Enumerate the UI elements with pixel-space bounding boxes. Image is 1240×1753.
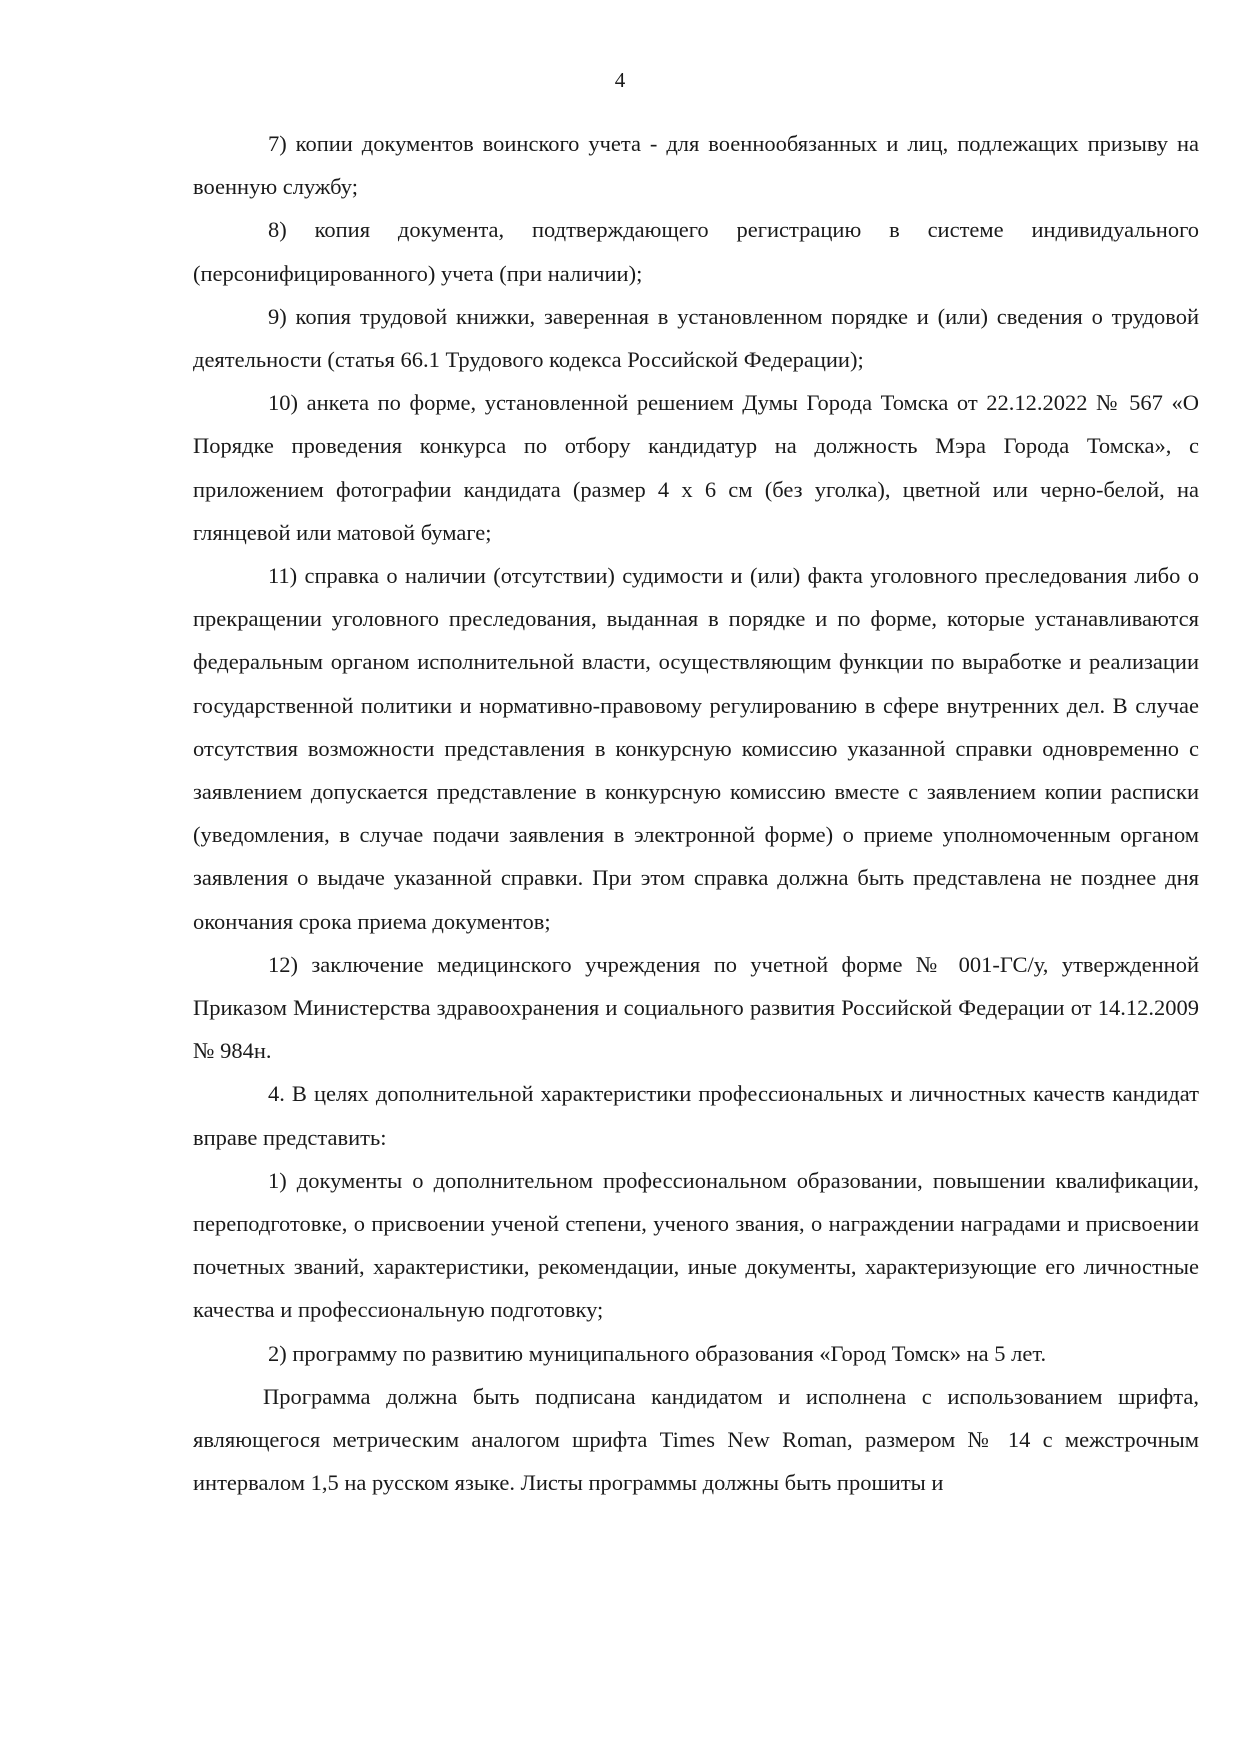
page-number: 4 [614,68,626,92]
paragraph-subitem-2: 2) программу по развитию муниципального образования «Город Томск» на 5 лет. [268,1340,1047,1366]
paragraph-item-12: 12) заключение медицинского учреждения по учетной форме № 001-ГС/у, утвержденной Приказом Министерства здравоохранения и социального развития Российской Федерации от 14.12.2009 № 984н. [193,951,1199,1064]
paragraph-subitem-1: 1) документы о дополнительном профессиональном образовании, повышении квалификации, переподготовке, о присвоении ученой степени, ученого звания, о награждении наградами и присвоении почетных званий, характеристики, рекомендации, иные документы, характеризующие его личностные качества и профессиональную подготовку; [193,1167,1199,1323]
paragraph-item-8: 8) копия документа, подтверждающего регистрацию в системе индивидуального (персонифицированного) учета (при наличии); [193,217,1199,286]
document-body [193,122,1199,1505]
paragraph-item-9: 9) копия трудовой книжки, заверенная в установленном порядке и (или) сведения о трудовой деятельности (статья 66.1 Трудового кодекса Российской Федерации); [193,303,1199,373]
paragraph-program-requirements: Программа должна быть подписана кандидатом и исполнена с использованием шрифта, являющегося метрическим аналогом шрифта Times New Roman, размером № 14 с межстрочным интервалом 1,5 на русском языке. Листы программы должны быть прошиты и [193,1383,1199,1496]
paragraph-item-7: 7) копии документов воинского учета - для военнообязанных и лиц, подлежащих призыву на военную службу; [193,131,1199,200]
paragraph-item-11: 11) справка о наличии (отсутствии) судимости и (или) факта уголовного преследования либо о прекращении уголовного преследования, выданная в порядке и по форме, которые устанавливаются федеральным органом исполнительной власти, осуществляющим функции по выработке и реализации государственной политики и нормативно-правовому регулированию в сфере внутренних дел. В случае отсутствия возможности представления в конкурсную комиссию указанной справки одновременно с заявлением допускается представление в конкурсную комиссию вместе с заявлением копии расписки (уведомления, в случае подачи заявления в электронной форме) о приеме уполномоченным органом заявления о выдаче указанной справки. При этом справка должна быть представлена не позднее дня окончания срока приема документов; [193,563,1199,934]
paragraph-item-10: 10) анкета по форме, установленной решением Думы Города Томска от 22.12.2022 № 567 «О Порядке проведения конкурса по отбору кандидатур на должность Мэра Города Томска», с приложением фотографии кандидата (размер 4 х 6 см (без уголка), цветной или черно-белой, на глянцевой или матовой бумаге; [193,390,1199,545]
paragraph-section-4: 4. В целях дополнительной характеристики профессиональных и личностных качеств кандидат вправе представить: [193,1081,1199,1150]
